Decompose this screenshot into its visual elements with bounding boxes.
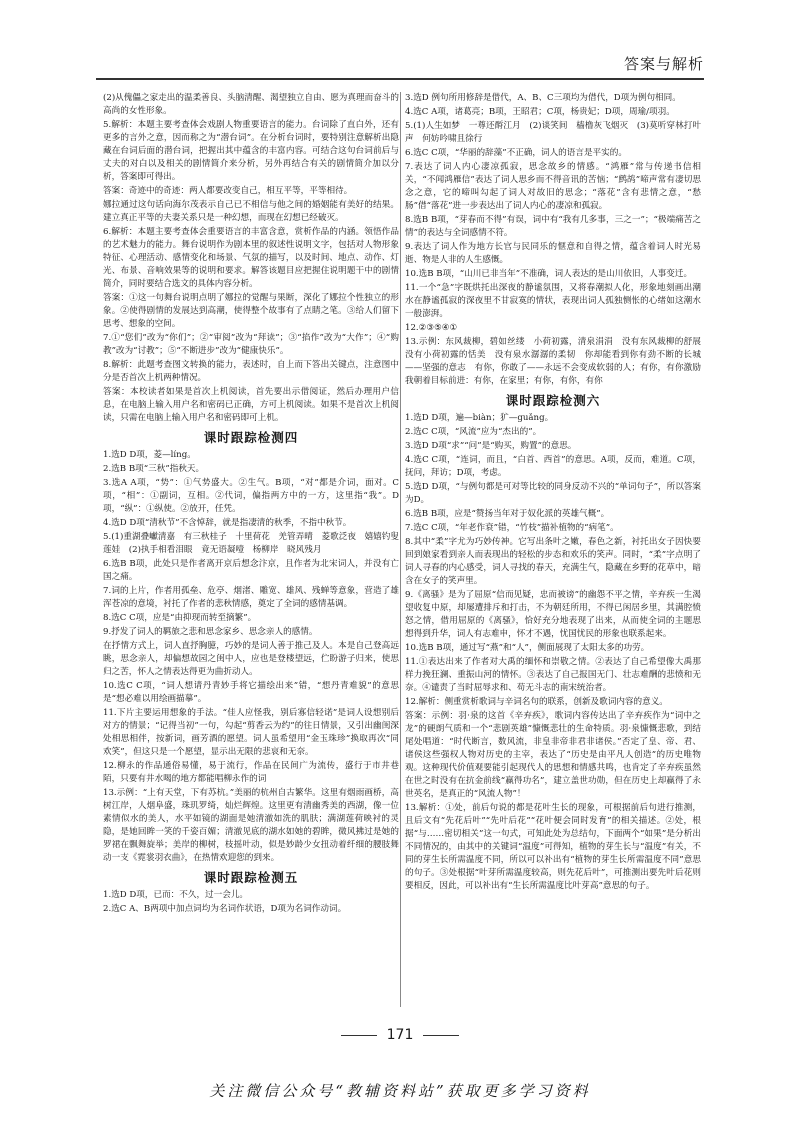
answer-item: 2.选C A、B两项中加点词均为名词作状语，D项为名词作动词。 xyxy=(103,904,347,914)
answer-item: 11.一个“急”字既烘托出深夜的静谧氛围，又将春潮拟人化，形象地刻画出潮水在静谧孤寂的深夜里不甘寂寞的情状，表现出词人孤独恻怅的心绪如这潮水一般澎湃。 xyxy=(405,283,701,319)
answer-item: 2.选C C项，“风流”应为“杰出的”。 xyxy=(405,427,542,437)
column-divider xyxy=(400,92,401,1007)
answer-item: 11.①表达出来了作者对大禹的缅怀和崇敬之情。②表达了自己希望像大禹那样力挽狂澜、重振山河的情怀。③表达了自己报国无门、壮志难酬的悲愤和无奈。④谴责了当时屈辱求和、苟无斗志的南宋统治者。 xyxy=(405,657,701,693)
answer-item: 答案：本校读者如果是首次上机阅读，首先要出示借阅证，然后办理用户信息，在电脑上输入用户名和密码已正确，方可上机阅读。如果不是首次上机阅读，只需在电脑上输入用户名和密码即可上机。 xyxy=(103,387,399,423)
answer-item: 10.选C C项，“词人想请丹青妙手将它描绘出来”错，“想丹青难貌”的意思是“想必难以用绘画描摹”。 xyxy=(103,681,399,704)
answer-item: 8.解析：此题考查图文转换的能力，表述时，自上而下答出关键点，注意图中分是否首次上机两种情况。 xyxy=(103,360,399,383)
answer-item: 12.②③⑤④① xyxy=(405,323,458,333)
answer-item: 答案：①这一句舞台说明点明了娜拉的觉醒与果断，深化了娜拉个性独立的形象。②使得剧情的发展达到高潮，使得整个故事有了点睛之笔。③给人们留下思考、想象的空间。 xyxy=(103,293,399,329)
footer-watermark: 关注微信公众号“教辅资料站”获取更多学习资料 xyxy=(209,1082,591,1100)
section-heading: 课时跟踪检测四 xyxy=(203,430,299,445)
answer-item: 13.示例：“上有天堂，下有苏杭。”美丽的杭州自古繁华。这里有烟雨画桥，高树江岸，人烟阜盛，珠玑罗绮，灿烂辉煌。这里更有清幽秀美的西湖，像一位素情似水的美人，水平如镜的湖面是她清澈如洗的肌肤；满湖莲荷映衬的灵隐，是她回眸一笑的千姿百媚；清澈见底的湖水如她的碧眸，微风拂过是她的罗裙在飘舞旋举；美岸的柳树，枝摇叶动，似是妙龄少女扭动着纤细的腰肢舞动一支《霓裳羽衣曲》，在热情欢迎您的到来。 xyxy=(103,788,399,863)
answer-item: 3.选A A项，“势”：①气势盛大。②生气。B项，“对”都是介词，面对。C项，“相”：①副词，互相。②代词，偏指两方中的一方，这里指“我”。D项，“纵”：①纵使。②放开，任凭。 xyxy=(103,478,399,514)
answer-item: 娜拉通过这句话向海尔茂表示自己已不相信与他之间的婚姻能有美好的结果。建立真正平等的夫妻关系只是一种幻想，而现在幻想已经破灭。 xyxy=(103,200,399,223)
answer-item: 7.选C C项，“年老作衰”错，“竹枝”描补植物的“病笔”。 xyxy=(405,523,619,533)
answer-item: 1.选D D项，已而：不久，过一会儿。 xyxy=(103,890,249,900)
section-heading: 课时跟踪检测五 xyxy=(203,870,299,885)
answer-item: 答案：奇迹中的奇迹：两人都要改变自己，相互平等，平等相待。 xyxy=(103,186,353,196)
answer-item: 10.选B B项，“山川已非当年”不准确，词人表达的是山川依旧，人事变迁。 xyxy=(405,269,693,279)
answer-item: 6.选B B项，应是“赞扬当年对于奴化派的英雄气概”。 xyxy=(405,509,610,519)
answer-item: 11.下片主要运用想象的手法。“佳人应怪我，别后寡信轻诺”是词人设想别后对方的情景；“记得当初”一句，勾起“剪香云为约”的往日情景，又引出幽闺深处相思相伴，按新词，画芳酒的愿望。词人虽希望用“金玉珠珍”换取再次“同欢笑”，但这只是一个愿望，显示出无限的悲哀和无奈。 xyxy=(103,708,399,757)
page-number-dash-right xyxy=(423,1035,459,1036)
page-header xyxy=(96,48,704,80)
answer-item: 6.选B B项，此处只是作者离开京后想念汴京，且作者为北宋词人，并没有亡国之痛。 xyxy=(103,559,399,582)
answer-item: 6.选C C项，“华丽的辞藻”不正确，词人的语言是平实的。 xyxy=(405,148,627,158)
answer-item: 答案：示例：羽·泉的这首《辛弃疾》，歌词内容传达出了辛弃疾作为“词中之龙”的硬朗气质和一个“悲剧英雄”慷慨悲壮的生命特质。羽·泉慷慨悲歌，到结尾处唱道：“时代断言，数风流，非皇非帝非君非诸侯。”否定了皇、帝、君、诸侯这些强权人物对历史的主宰，表达了“历史是由平凡人创造”的历史唯物观。这种现代价值观要能引起现代人的思想和情感共鸣，也肯定了辛弃疾虽然在世之时没有在抗金前线“赢得功名”，建立盖世功勋，但在历史上却赢得了永世英名，是真正的“风流人物”！ xyxy=(405,711,701,799)
answer-item: 2.选B B项“三秋”指秋天。 xyxy=(103,464,205,474)
answer-item: 8.选B B项，“芽春而不得”有误，词中有“我有几多事，三之一”；“极端痛苦之情”的表达与全词感情不符。 xyxy=(405,215,701,238)
answer-item: 4.选D D项“清秋节”不含悼辞，就是指凄清的秋季，不指中秋节。 xyxy=(103,518,352,528)
answer-item: 8.其中“柔”字尤为巧妙传神。它写出条叶之嫩，春色之新，衬托出女子因快要回到娘家看到亲人而表现出的轻松的步态和欢乐的笑声。同时，“柔”字点明了词人寻春的内心感受，词人寻找的春天，充满生气，隐藏在乡野的花草中，暗含在女子的笑声里。 xyxy=(405,537,701,586)
answer-item: 6.解析：本题主要考查体会重要语言的丰富含意，赏析作品的内涵。领悟作品的艺术魅力的能力。舞台说明作为剧本里的叙述性说明文字，包括对人物形象特征、心理活动、感情变化和场景、气氛的描写，以及时间、地点、动作、灯光、布景、音响效果等的说明和要求。解答该题目应把握住说明题干中的剧情简介，同时要结合选文的具体内容分析。 xyxy=(103,227,399,289)
answer-item: 8.选C C项，应是“由抑现而转至摘繁”。 xyxy=(103,613,257,623)
header-title: 答案与解析 xyxy=(623,55,704,73)
answer-item: 3.选D 例句所用修辞是借代，A、B、C三项均为借代，D项为例句相同。 xyxy=(405,93,681,103)
answer-item: 12.解析：侧重赏析歌词与辛词名句的联系，创新及歌词内容的意义。 xyxy=(405,697,668,707)
answer-item: 1.选D D项，菱—líng。 xyxy=(103,450,196,460)
answer-item: 在抒情方式上，词人直抒胸臆，巧妙的是词人善于推己及人。本是自己登高远眺，思念亲人，却偏想故园之闺中人，应也是登楼望远，伫盼游子归来，使思归之苦，怀人之情表达得更为曲折动人。 xyxy=(103,641,399,677)
answer-item: (2)从傀儡之家走出的温柔善良、头脑清醒、渴望独立自由、愿为真理而奋斗的高尚的女性形象。 xyxy=(103,93,399,116)
answer-item: 13.示例：东风裁柳，碧如丝缕 小荷初露，清泉涓涓 没有东风裁柳的舒展 没有小荷初露的恬美 没有泉水潺潺的柔韧 你却能看到你有劲不断的长城——坚强的意志 有你，你敢了——永远不会变成软弱的人；有你，有你激励我朝着目标前进：有你，在家里；有你，有你，有你 xyxy=(405,337,710,386)
answer-item: 9.《离骚》是为了屈原“信而见疑，忠而被谤”的幽怨不平之情，辛弃疾一生渴望收复中原，却屡遭排斥和打击，不为朝廷所用，不得已闲居乡里，其满腔愤怒之情，借用屈原的《离骚》，恰好充分地表现了出来，从而使全词的主题思想得到升华，词人有志难申，怀才不遇，忧国忧民的形象也联系起来。 xyxy=(405,590,701,639)
left-column xyxy=(103,92,399,917)
answer-item: 4.选C C项，“连词，而且，“白首、西首”的意思。A项，反而，难道。C项，抚问，拜访；D项，考虑。 xyxy=(405,455,701,478)
section-heading: 课时跟踪检测六 xyxy=(505,393,601,408)
answer-item: 13.解析：①处，前后句说的都是花叶生长的现象，可根据前后句进行推测，且后文有“先花后叶”“先叶后花”“花叶便会同时发育”的相关描述。②处，根据“与……密切相关”这一句式，可知此处为总结句，下面两个“如果”是分析出不同情况的，由其中的关键词“温度”可得知，植物的芽生长与“温度”有关，不同的芽生长所需温度不同，所以可以补出有“植物的芽生长所需温度不同”意思的句子。③处根据“叶芽所需温度较高，则先花后叶”，可推测出要先叶后花则要相反，因此，可以补出有“生长所需温度比叶芽高”意思的句子。 xyxy=(405,803,701,891)
answer-item: 5.解析：本题主要考查体会戏剧人物重要语言的能力。台词除了直白外，还有更多的言外之意，因而称之为“潜台词”。在分析台词时，要特别注意解析出隐藏在台词后面的潜台词，把握出其中蕴含的丰富内容。可结合这句台词前后与丈夫的对白以及相关的剧情简介来分析，另外再结合有关的剧情简介加以分析，答案即可得出。 xyxy=(103,120,399,182)
answer-item: 5.选D D项，“与例句都是可对等比较的同身反动不兴的“单词句子”，所以答案为D。 xyxy=(405,482,701,505)
answer-item: 12.柳永的作品通俗易懂，易于流行，作品在民间广为流传，盛行于市井巷陌，只要有井水喝的地方都能唱柳永作的词 xyxy=(103,761,399,784)
page-number-dash-left xyxy=(341,1035,377,1036)
answer-item: 9.抒发了词人的羁旅之悲和思念家乡、思念亲人的感情。 xyxy=(103,627,318,637)
answer-item: 10.选B B项，通过写“燕”和“人”，侧面展现了太阳太多的功劳。 xyxy=(405,643,650,653)
answer-item: 9.表达了词人作为地方长官与民同乐的惬意和自得之情，蕴含着词人时光易逝、物是人非的人生感慨。 xyxy=(405,242,701,265)
answer-item: 7.①“您们”改为“你们”；②“审阅”改为“拜读”；③“掐作”改为“大作”；④“购教”改为“讨教”；⑤“不断进步”改为“健康快乐”。 xyxy=(103,333,399,356)
answer-item: 4.选C A项，诸葛亮；B项，王昭君；C项，杨贵妃；D项，周瑜/项羽。 xyxy=(405,107,675,117)
answer-item: 5.(1)重湖叠巘清嘉 有三秋桂子 十里荷花 羌管弄晴 菱歌泛夜 嬉嬉钓叟莲娃 (2)执手相看泪眼 竟无语凝噎 杨柳岸 晓风残月 xyxy=(103,532,399,555)
answer-item: 3.选D D项“求”“问”是“购买，购置”的意思。 xyxy=(405,441,577,451)
answer-item: 7.表达了词人内心凄凉孤寂，思念故乡的情感。“鸿雁”常与传递书信相关，“不闻鸿雁信”表达了词人思乡而不得音讯的苦恼；“鹧鸪”啼声常有凄切思念之意，它的啼叫勾起了词人对故旧的思念；“落花”含有悲情之意，“愁肠”借“落花”进一步表达出了词人内心的凄凉和孤寂。 xyxy=(405,162,701,211)
page-number xyxy=(0,1027,800,1043)
right-column xyxy=(405,92,710,894)
answer-item: 7.词的上片，作者用孤垒、危亭、烟渚、雕宽、雄风、残蝉等意象，营造了雄浑苍凉的意境，衬托了作者的悲秋情感，奠定了全词的感情基调。 xyxy=(103,586,399,609)
answer-item: 5.(1)人生如梦 一尊还酹江月 (2)谈笑间 樯橹灰飞烟灭 (3)莫听穿林打叶声 何妨吟啸且徐行 xyxy=(405,121,701,144)
page-number-text: 171 xyxy=(386,1027,414,1043)
answer-item: 1.选D D项，遍—biàn；犷—guǎng。 xyxy=(405,413,554,423)
